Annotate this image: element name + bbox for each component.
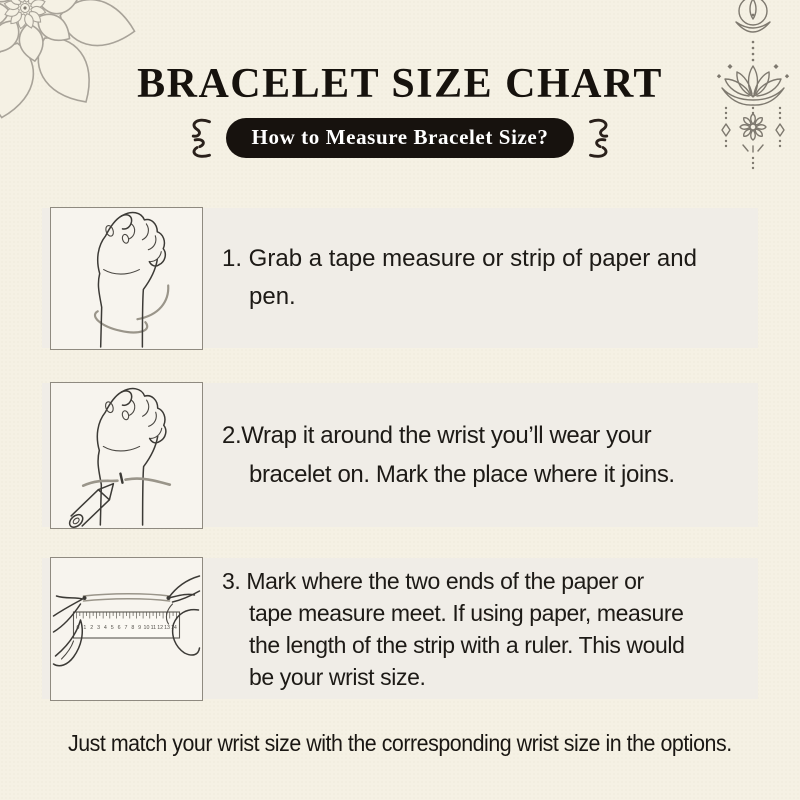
step-2-row (42, 383, 758, 527)
flourish-right-icon (587, 116, 617, 160)
svg-text:14: 14 (170, 625, 177, 631)
svg-text:8: 8 (131, 625, 135, 631)
step-1-line-1: 1. Grab a tape measure or strip of paper and (222, 245, 697, 272)
step-3-line-1: 3. Mark where the two ends of the paper or (222, 567, 644, 594)
step-3-line-4: be your wrist size. (249, 663, 426, 690)
how-to-measure-badge: How to Measure Bracelet Size? (226, 118, 575, 158)
svg-text:5: 5 (110, 625, 114, 631)
step-3-row (42, 558, 758, 699)
step-1-row (42, 208, 758, 348)
hands-holding-strip-over-ruler-illustration (51, 558, 202, 700)
step-2-illustration-box (50, 382, 203, 529)
svg-text:4: 4 (103, 625, 107, 631)
step-3-line-2: tape measure meet. If using paper, measure (249, 599, 684, 626)
step-1-illustration-box (50, 207, 203, 350)
page-title: BRACELET SIZE CHART (137, 61, 663, 107)
svg-text:0: 0 (76, 625, 80, 631)
footer-note (0, 730, 800, 757)
svg-text:11: 11 (150, 625, 157, 631)
flourish-left-icon (183, 116, 213, 160)
badge-row (0, 116, 800, 160)
svg-text:10: 10 (143, 625, 150, 631)
step-1-text (222, 240, 697, 316)
svg-text:7: 7 (124, 625, 128, 631)
svg-text:3: 3 (97, 625, 101, 631)
svg-text:9: 9 (138, 625, 142, 631)
svg-text:2: 2 (90, 625, 94, 631)
step-3-line-3: the length of the strip with a ruler. This would (249, 631, 685, 658)
fist-hand-with-tape-and-pen-illustration (51, 383, 202, 528)
fist-hand-with-bracelet-illustration (51, 208, 202, 349)
step-2-line-2: bracelet on. Mark the place where it joins. (249, 461, 675, 488)
step-2-text (222, 416, 675, 494)
svg-text:12: 12 (157, 625, 164, 631)
svg-text:6: 6 (117, 625, 121, 631)
step-3-text (222, 565, 685, 693)
step-2-line-1: 2.Wrap it around the wrist you’ll wear your (222, 422, 652, 449)
svg-text:13: 13 (164, 625, 171, 631)
step-3-illustration-box (50, 557, 203, 701)
footer-note-text: Just match your wrist size with the corresponding wrist size in the options. (68, 730, 732, 756)
svg-text:1: 1 (83, 625, 87, 631)
step-1-line-2: pen. (249, 283, 296, 310)
